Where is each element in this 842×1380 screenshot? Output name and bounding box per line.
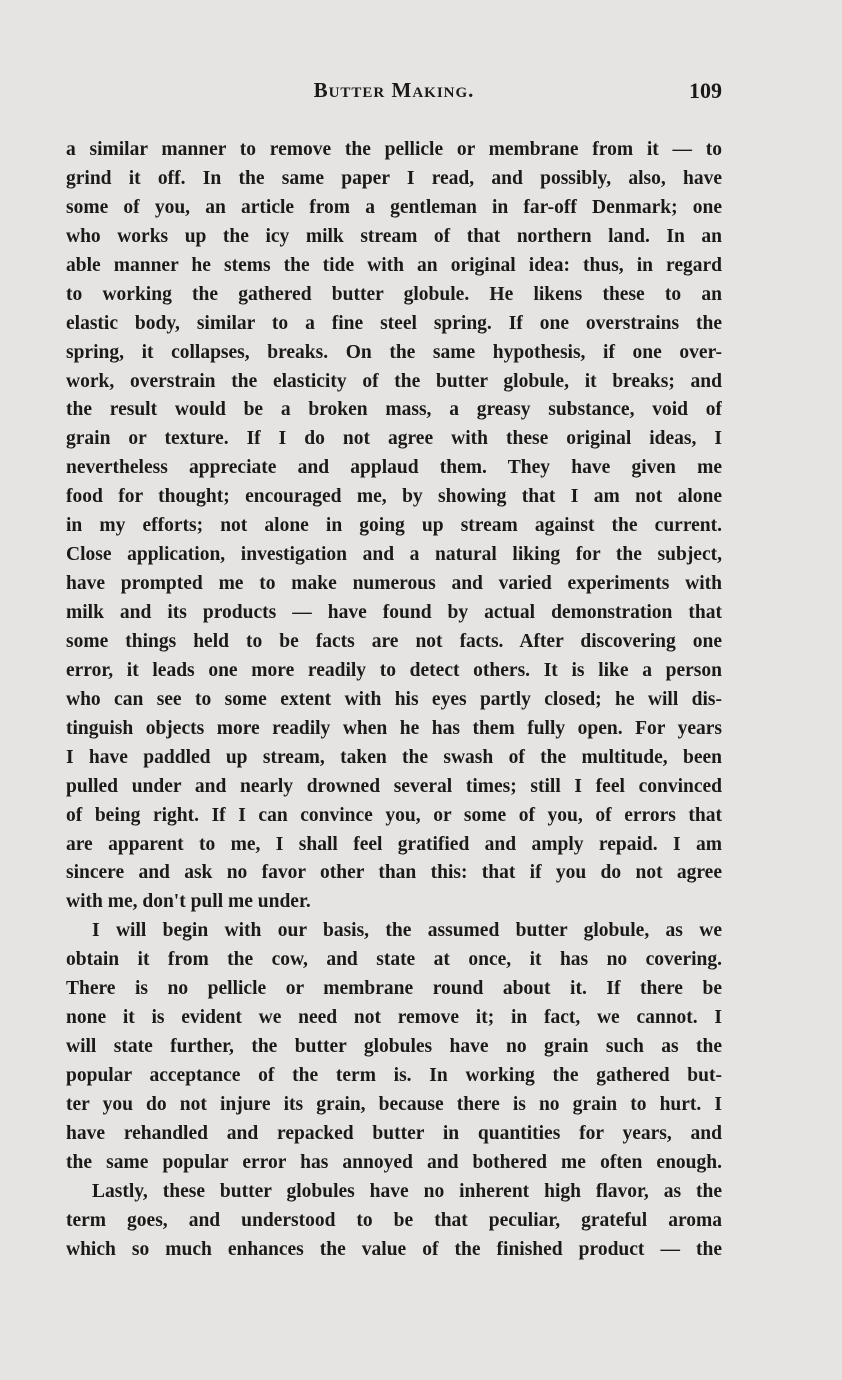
text-line: to working the gathered butter globule. He likens these to an <box>66 283 722 305</box>
text-line: the same popular error has annoyed and bothered me often enough. <box>66 1151 722 1173</box>
text-line: I will begin with our basis, the assumed butter globule, as we <box>92 920 722 942</box>
page-number: 109 <box>689 78 722 103</box>
text-line: with me, don't pull me under. <box>66 891 311 913</box>
body-text <box>66 136 722 1265</box>
text-line: spring, it collapses, breaks. On the same hypothesis, if one over- <box>66 341 722 363</box>
text-line: have rehandled and repacked butter in quantities for years, and <box>66 1122 722 1144</box>
text-line: sincere and ask no favor other than this: that if you do not agree <box>66 862 722 884</box>
text-line: have prompted me to make numerous and varied experiments with <box>66 573 722 595</box>
text-line: error, it leads one more readily to detect others. It is like a person <box>66 659 722 681</box>
text-line: obtain it from the cow, and state at once, it has no covering. <box>66 949 722 971</box>
text-line: in my efforts; not alone in going up stream against the current. <box>66 515 722 537</box>
text-line: who works up the icy milk stream of that northern land. In an <box>66 225 722 247</box>
text-line: which so much enhances the value of the finished product — the <box>66 1238 722 1260</box>
text-line: pulled under and nearly drowned several times; still I feel convinced <box>66 775 722 797</box>
text-line: Lastly, these butter globules have no inherent high flavor, as the <box>92 1180 722 1202</box>
text-line: I have paddled up stream, taken the swash of the multitude, been <box>66 746 722 768</box>
text-line: Close application, investigation and a natural liking for the subject, <box>66 544 722 566</box>
text-line: food for thought; encouraged me, by showing that I am not alone <box>66 486 722 508</box>
text-line: of being right. If I can convince you, or some of you, of errors that <box>66 804 722 826</box>
text-line: tinguish objects more readily when he has them fully open. For years <box>66 717 722 739</box>
text-line: ter you do not injure its grain, because there is no grain to hurt. I <box>66 1093 722 1115</box>
text-line: who can see to some extent with his eyes partly closed; he will dis- <box>66 688 722 710</box>
text-line: elastic body, similar to a fine steel spring. If one overstrains the <box>66 312 722 334</box>
text-line: able manner he stems the tide with an original idea: thus, in regard <box>66 254 722 276</box>
text-line: nevertheless appreciate and applaud them. They have given me <box>66 457 722 479</box>
text-line: milk and its products — have found by actual demonstration that <box>66 602 722 623</box>
text-line: the result would be a broken mass, a greasy substance, void of <box>66 399 722 421</box>
text-line: There is no pellicle or membrane round about it. If there be <box>66 978 722 1000</box>
text-line: are apparent to me, I shall feel gratified and amply repaid. I am <box>66 833 722 855</box>
text-line: some things held to be facts are not facts. After discovering one <box>66 630 722 652</box>
text-line: grind it off. In the same paper I read, and possibly, also, have <box>66 167 722 189</box>
running-head <box>66 78 722 112</box>
text-line: will state further, the butter globules have no grain such as the <box>66 1036 722 1058</box>
text-line: term goes, and understood to be that peculiar, grateful aroma <box>66 1209 722 1231</box>
text-line: a similar manner to remove the pellicle or membrane from it — to <box>66 139 722 160</box>
text-line: work, overstrain the elasticity of the butter globule, it breaks; and <box>66 370 722 392</box>
running-title: Butter Making. <box>313 78 475 102</box>
text-line: grain or texture. If I do not agree with these original ideas, I <box>66 428 722 450</box>
text-line: some of you, an article from a gentleman in far-off Denmark; one <box>66 196 722 218</box>
text-line: popular acceptance of the term is. In working the gathered but- <box>66 1065 722 1086</box>
text-line: none it is evident we need not remove it; in fact, we cannot. I <box>66 1007 722 1029</box>
